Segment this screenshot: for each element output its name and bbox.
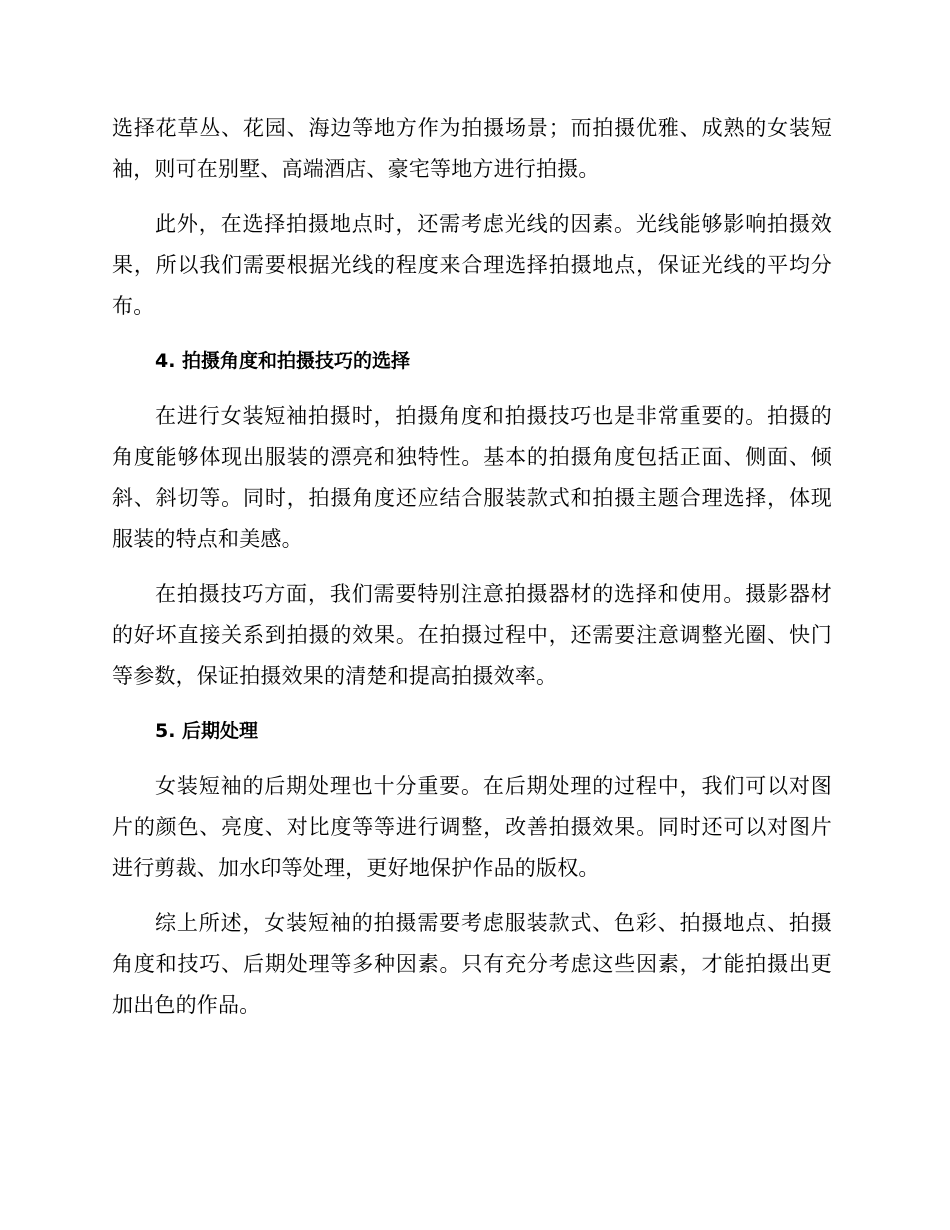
paragraph-conclusion: 综上所述，女装短袖的拍摄需要考虑服装款式、色彩、拍摄地点、拍摄角度和技巧、后期处理等多种因素。只有充分考虑这些因素，才能拍摄出更加出色的作品。 <box>112 911 832 1017</box>
paragraph-shooting-angles: 在进行女装短袖拍摄时，拍摄角度和拍摄技巧也是非常重要的。拍摄的角度能够体现出服装的漂亮和独特性。基本的拍摄角度包括正面、侧面、倾斜、斜切等。同时，拍摄角度还应结合服装款式和拍摄主题合理选择，体现服装的特点和美感。 <box>112 404 832 551</box>
paragraph-lighting: 此外，在选择拍摄地点时，还需考虑光线的因素。光线能够影响拍摄效果，所以我们需要根据光线的程度来合理选择拍摄地点，保证光线的平均分布。 <box>112 212 832 318</box>
section-heading-post-processing: 5. 后期处理 <box>155 720 259 742</box>
document-body <box>112 108 832 1040</box>
paragraph-shooting-locations: 选择花草丛、花园、海边等地方作为拍摄场景；而拍摄优雅、成熟的女装短袖，则可在别墅、高端酒店、豪宅等地方进行拍摄。 <box>112 116 832 181</box>
section-heading-angles-techniques: 4. 拍摄角度和拍摄技巧的选择 <box>155 350 411 372</box>
paragraph-shooting-techniques: 在拍摄技巧方面，我们需要特别注意拍摄器材的选择和使用。摄影器材的好坏直接关系到拍摄的效果。在拍摄过程中，还需要注意调整光圈、快门等参数，保证拍摄效果的清楚和提高拍摄效率。 <box>112 582 832 688</box>
paragraph-post-processing: 女装短袖的后期处理也十分重要。在后期处理的过程中，我们可以对图片的颜色、亮度、对比度等等进行调整，改善拍摄效果。同时还可以对图片进行剪裁、加水印等处理，更好地保护作品的版权。 <box>112 774 832 880</box>
